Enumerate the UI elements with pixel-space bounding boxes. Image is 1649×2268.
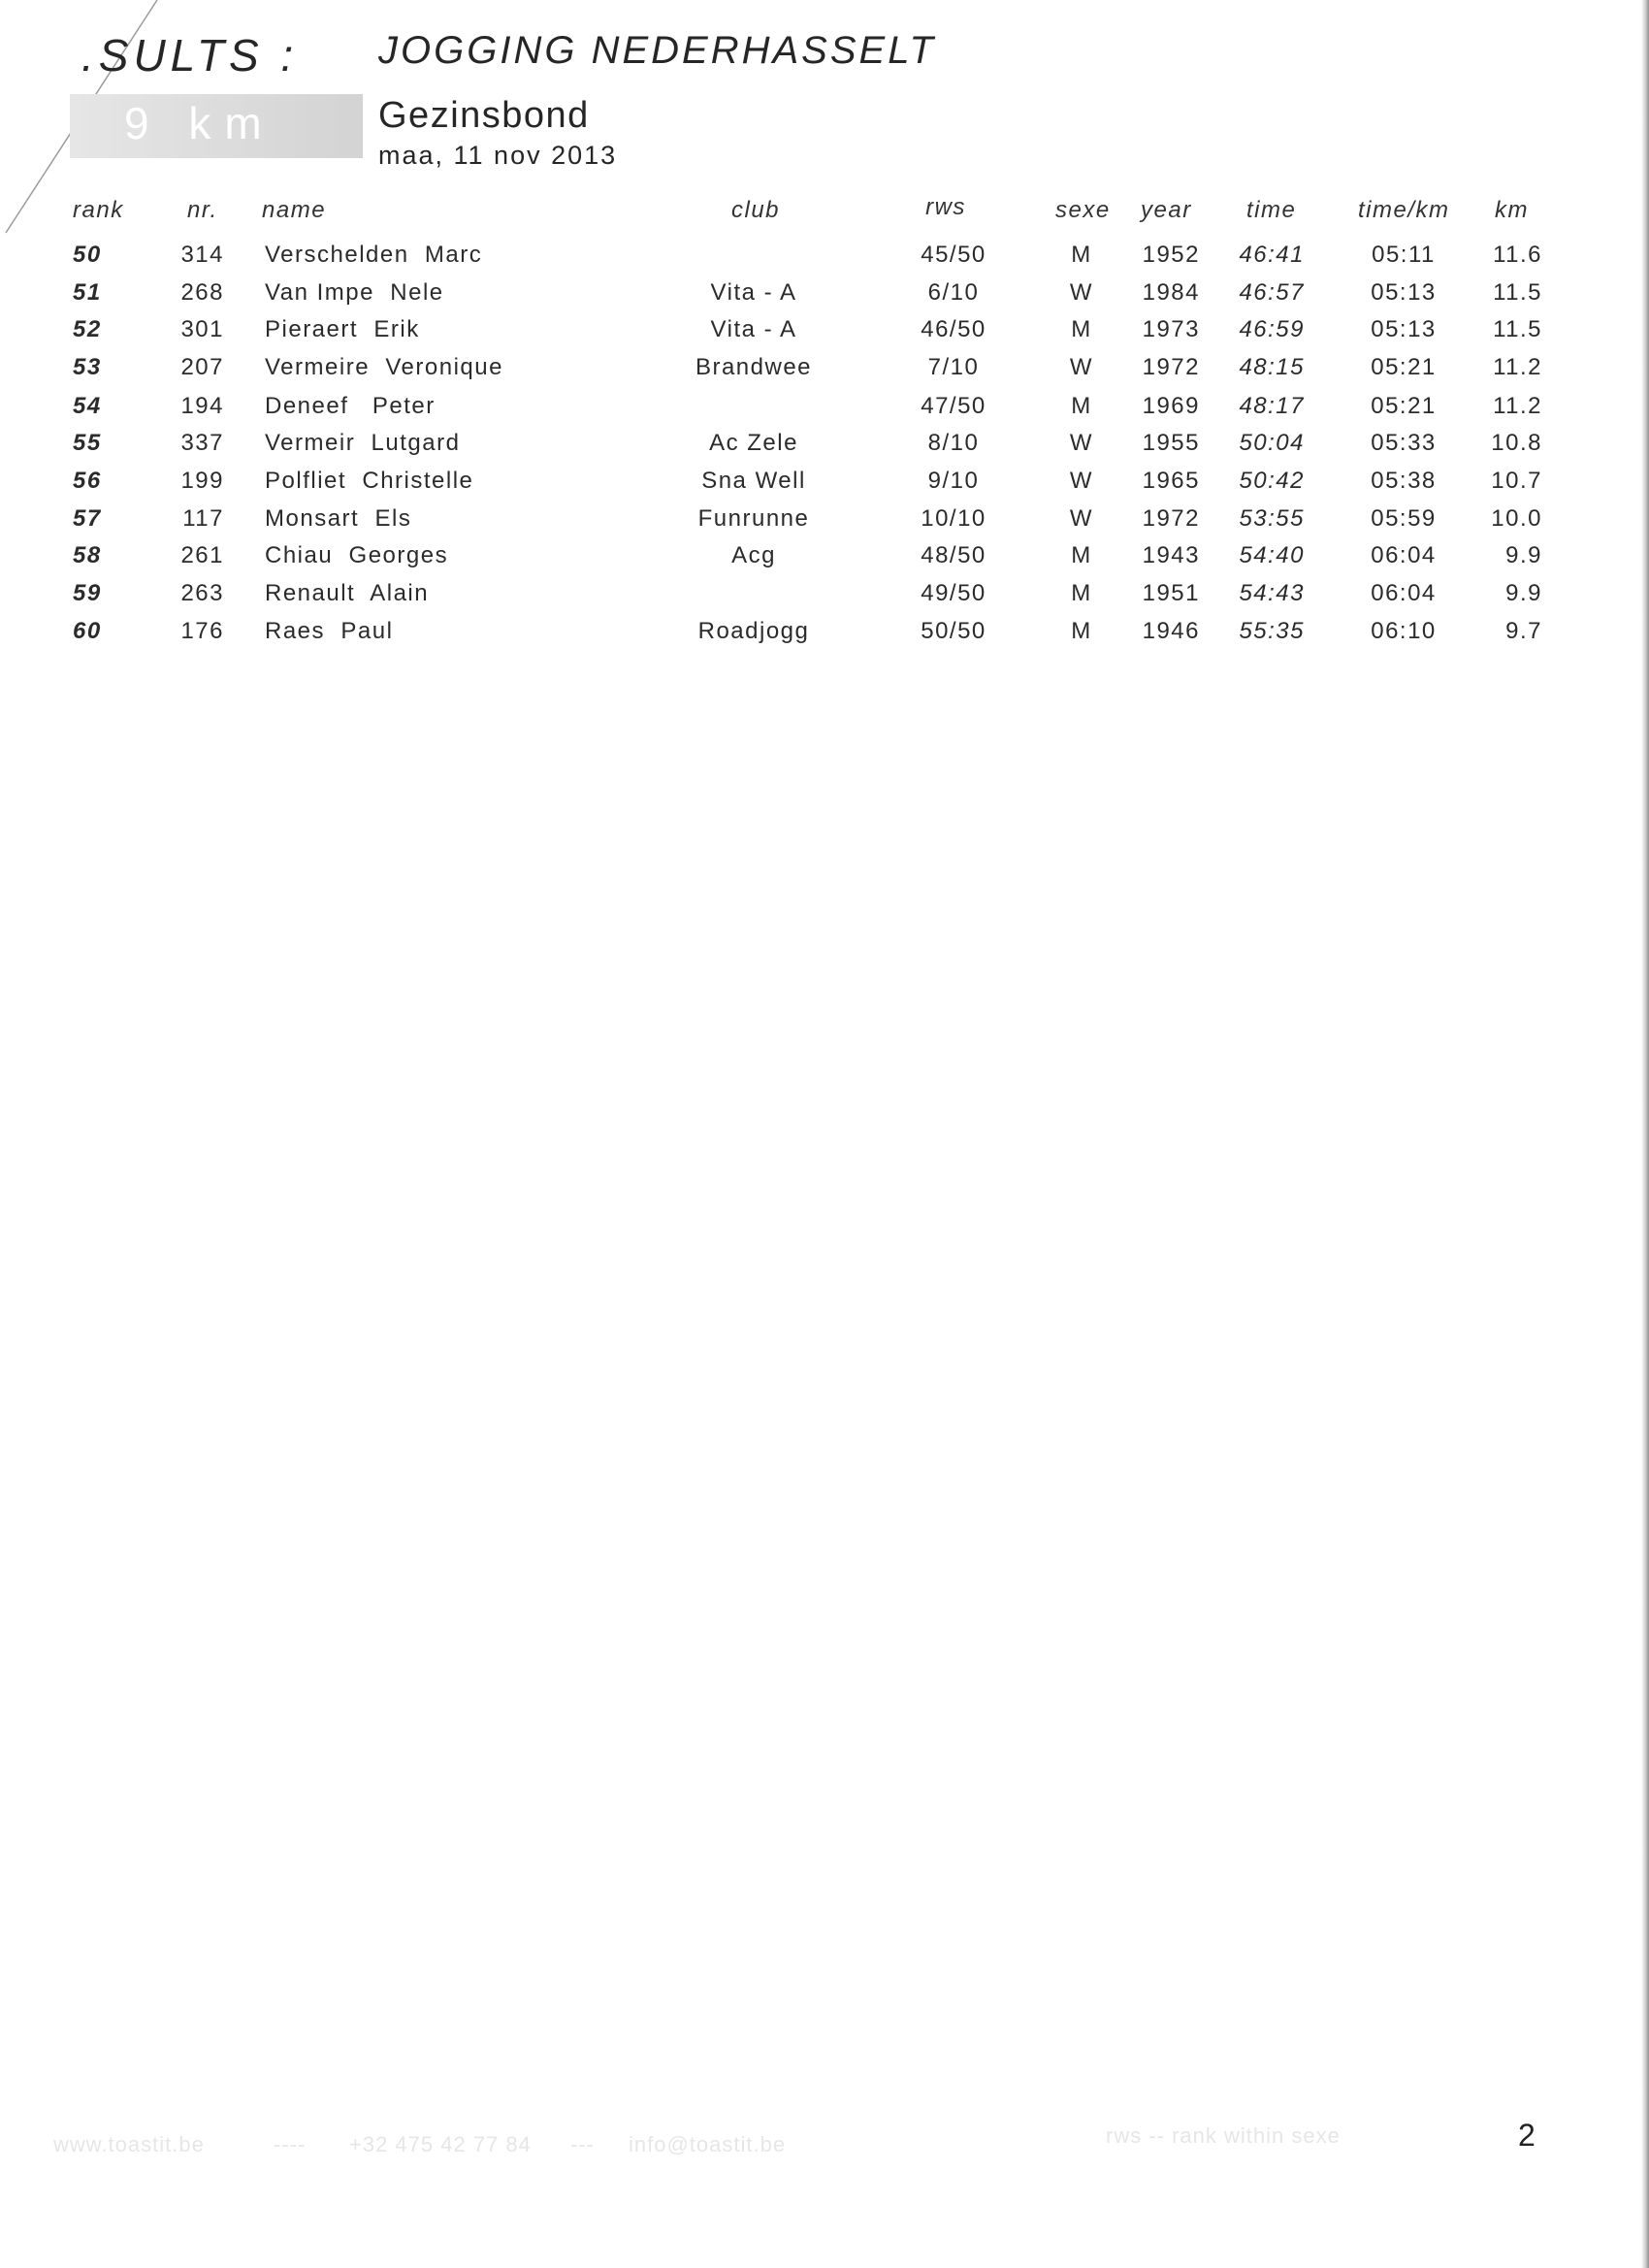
cell-rank: 58 [73, 542, 102, 568]
cell-rank: 55 [73, 430, 102, 456]
cell-sexe: W [1069, 354, 1094, 380]
cell-rank: 50 [73, 242, 102, 268]
cell-name: Polfliet Christelle [265, 468, 474, 494]
cell-name: Deneef Peter [265, 393, 436, 419]
cell-rws: 46/50 [921, 316, 986, 342]
scan-edge-shadow [1641, 0, 1649, 2268]
cell-rank: 54 [73, 393, 102, 419]
cell-pace: 06:04 [1371, 580, 1437, 606]
cell-year: 1946 [1142, 618, 1200, 644]
cell-time: 54:40 [1239, 542, 1305, 568]
cell-name: Verschelden Marc [265, 242, 483, 268]
cell-kmh: 9.9 [1505, 542, 1542, 568]
cell-nr: 117 [182, 505, 224, 532]
cell-nr: 194 [180, 393, 224, 419]
cell-kmh: 10.8 [1491, 430, 1542, 456]
cell-club: Acg [731, 542, 776, 568]
cell-sexe: M [1071, 542, 1092, 568]
cell-time: 48:15 [1239, 354, 1305, 380]
footer-separator: ---- [274, 2132, 307, 2156]
cell-club: Ac Zele [709, 430, 798, 456]
cell-rws: 7/10 [927, 354, 980, 380]
cell-time: 46:59 [1239, 316, 1305, 342]
cell-sexe: W [1069, 430, 1094, 456]
cell-club: Brandwee [695, 354, 813, 380]
cell-rws: 8/10 [927, 430, 980, 456]
cell-year: 1984 [1142, 279, 1200, 306]
cell-nr: 176 [180, 618, 224, 644]
cell-name: Vermeire Veronique [265, 354, 503, 380]
column-header-kmh: km [1495, 197, 1529, 223]
event-date: maa, 11 nov 2013 [378, 141, 618, 170]
cell-rank: 51 [73, 279, 102, 306]
column-header-rws: rws [925, 194, 966, 220]
cell-nr: 263 [180, 580, 224, 606]
cell-sexe: M [1071, 393, 1092, 419]
cell-club: Funrunne [697, 505, 810, 532]
cell-kmh: 11.5 [1493, 279, 1542, 306]
footer-website: www.toastit.be [53, 2132, 205, 2156]
cell-time: 50:04 [1239, 430, 1305, 456]
cell-nr: 268 [180, 279, 224, 306]
cell-sexe: M [1071, 580, 1092, 606]
column-header-name: name [262, 197, 327, 223]
cell-sexe: M [1071, 316, 1092, 342]
column-header-club: club [730, 197, 781, 223]
cell-club: Sna Well [701, 468, 806, 494]
cell-kmh: 11.5 [1493, 316, 1542, 342]
cell-sexe: M [1071, 618, 1092, 644]
cell-name: Chiau Georges [265, 542, 449, 568]
cell-pace: 05:11 [1372, 242, 1436, 268]
cell-nr: 301 [180, 316, 224, 342]
footer-phone: +32 475 42 77 84 [349, 2132, 532, 2156]
results-label: .SULTS : [81, 30, 299, 81]
cell-name: Van Impe Nele [265, 279, 444, 306]
column-header-year: year [1141, 197, 1192, 223]
cell-year: 1973 [1142, 316, 1200, 342]
cell-kmh: 11.6 [1493, 242, 1542, 268]
cell-year: 1951 [1142, 580, 1200, 606]
cell-time: 55:35 [1239, 618, 1305, 644]
cell-nr: 337 [180, 430, 224, 456]
cell-kmh: 10.7 [1491, 468, 1542, 494]
cell-kmh: 9.9 [1505, 580, 1542, 606]
cell-sexe: W [1069, 279, 1094, 306]
footer-email: info@toastit.be [629, 2132, 787, 2156]
cell-rank: 56 [73, 468, 102, 494]
cell-year: 1972 [1142, 354, 1200, 380]
cell-kmh: 11.2 [1493, 354, 1542, 380]
footer-separator: --- [570, 2132, 595, 2156]
cell-time: 46:57 [1239, 279, 1305, 306]
cell-sexe: W [1069, 468, 1094, 494]
cell-name: Pieraert Erik [265, 316, 420, 342]
cell-nr: 199 [180, 468, 224, 494]
cell-name: Vermeir Lutgard [265, 430, 461, 456]
cell-rws: 47/50 [921, 393, 986, 419]
cell-year: 1943 [1142, 542, 1200, 568]
cell-kmh: 9.7 [1505, 618, 1542, 644]
cell-year: 1952 [1142, 242, 1200, 268]
organizer-name: Gezinsbond [378, 95, 590, 136]
column-header-pace: time/km [1358, 197, 1450, 223]
cell-year: 1969 [1142, 393, 1200, 419]
cell-rank: 60 [73, 618, 102, 644]
cell-name: Raes Paul [265, 618, 394, 644]
cell-pace: 06:04 [1371, 542, 1437, 568]
cell-time: 48:17 [1239, 393, 1305, 419]
cell-sexe: W [1069, 505, 1094, 532]
cell-rws: 6/10 [927, 279, 980, 306]
cell-kmh: 11.2 [1493, 393, 1542, 419]
cell-name: Renault Alain [265, 580, 430, 606]
cell-rank: 53 [73, 354, 102, 380]
column-header-rank: rank [73, 197, 124, 223]
cell-time: 53:55 [1239, 505, 1305, 532]
cell-year: 1972 [1142, 505, 1200, 532]
cell-rank: 59 [73, 580, 102, 606]
cell-name: Monsart Els [265, 505, 412, 532]
cell-rws: 45/50 [921, 242, 986, 268]
cell-rank: 57 [73, 505, 102, 532]
cell-pace: 06:10 [1371, 618, 1437, 644]
cell-time: 50:42 [1239, 468, 1305, 494]
cell-rws: 49/50 [921, 580, 986, 606]
cell-sexe: M [1071, 242, 1092, 268]
cell-year: 1965 [1142, 468, 1200, 494]
cell-nr: 207 [180, 354, 224, 380]
cell-year: 1955 [1142, 430, 1200, 456]
cell-pace: 05:33 [1371, 430, 1437, 456]
cell-rws: 48/50 [921, 542, 986, 568]
cell-nr: 261 [180, 542, 224, 568]
cell-club: Vita - A [710, 316, 797, 342]
cell-rws: 9/10 [927, 468, 980, 494]
column-header-time: time [1246, 197, 1297, 223]
cell-rws: 10/10 [921, 505, 986, 532]
cell-time: 54:43 [1239, 580, 1305, 606]
cell-pace: 05:13 [1371, 279, 1437, 306]
footer-legend: rws -- rank within sexe [1106, 2123, 1341, 2148]
cell-pace: 05:21 [1371, 354, 1437, 380]
distance-label: 9 km [124, 98, 275, 148]
cell-rws: 50/50 [921, 618, 986, 644]
cell-pace: 05:59 [1371, 505, 1437, 532]
event-title: JOGGING NEDERHASSELT [378, 29, 936, 72]
cell-pace: 05:21 [1371, 393, 1437, 419]
cell-club: Vita - A [710, 279, 797, 306]
cell-kmh: 10.0 [1491, 505, 1542, 532]
page-number: 2 [1518, 2118, 1536, 2153]
cell-pace: 05:13 [1371, 316, 1437, 342]
cell-pace: 05:38 [1371, 468, 1437, 494]
column-header-sexe: sexe [1055, 197, 1111, 223]
cell-time: 46:41 [1239, 242, 1305, 268]
cell-club: Roadjogg [697, 618, 810, 644]
cell-nr: 314 [180, 242, 224, 268]
column-header-nr: nr. [187, 197, 218, 223]
cell-rank: 52 [73, 316, 102, 342]
